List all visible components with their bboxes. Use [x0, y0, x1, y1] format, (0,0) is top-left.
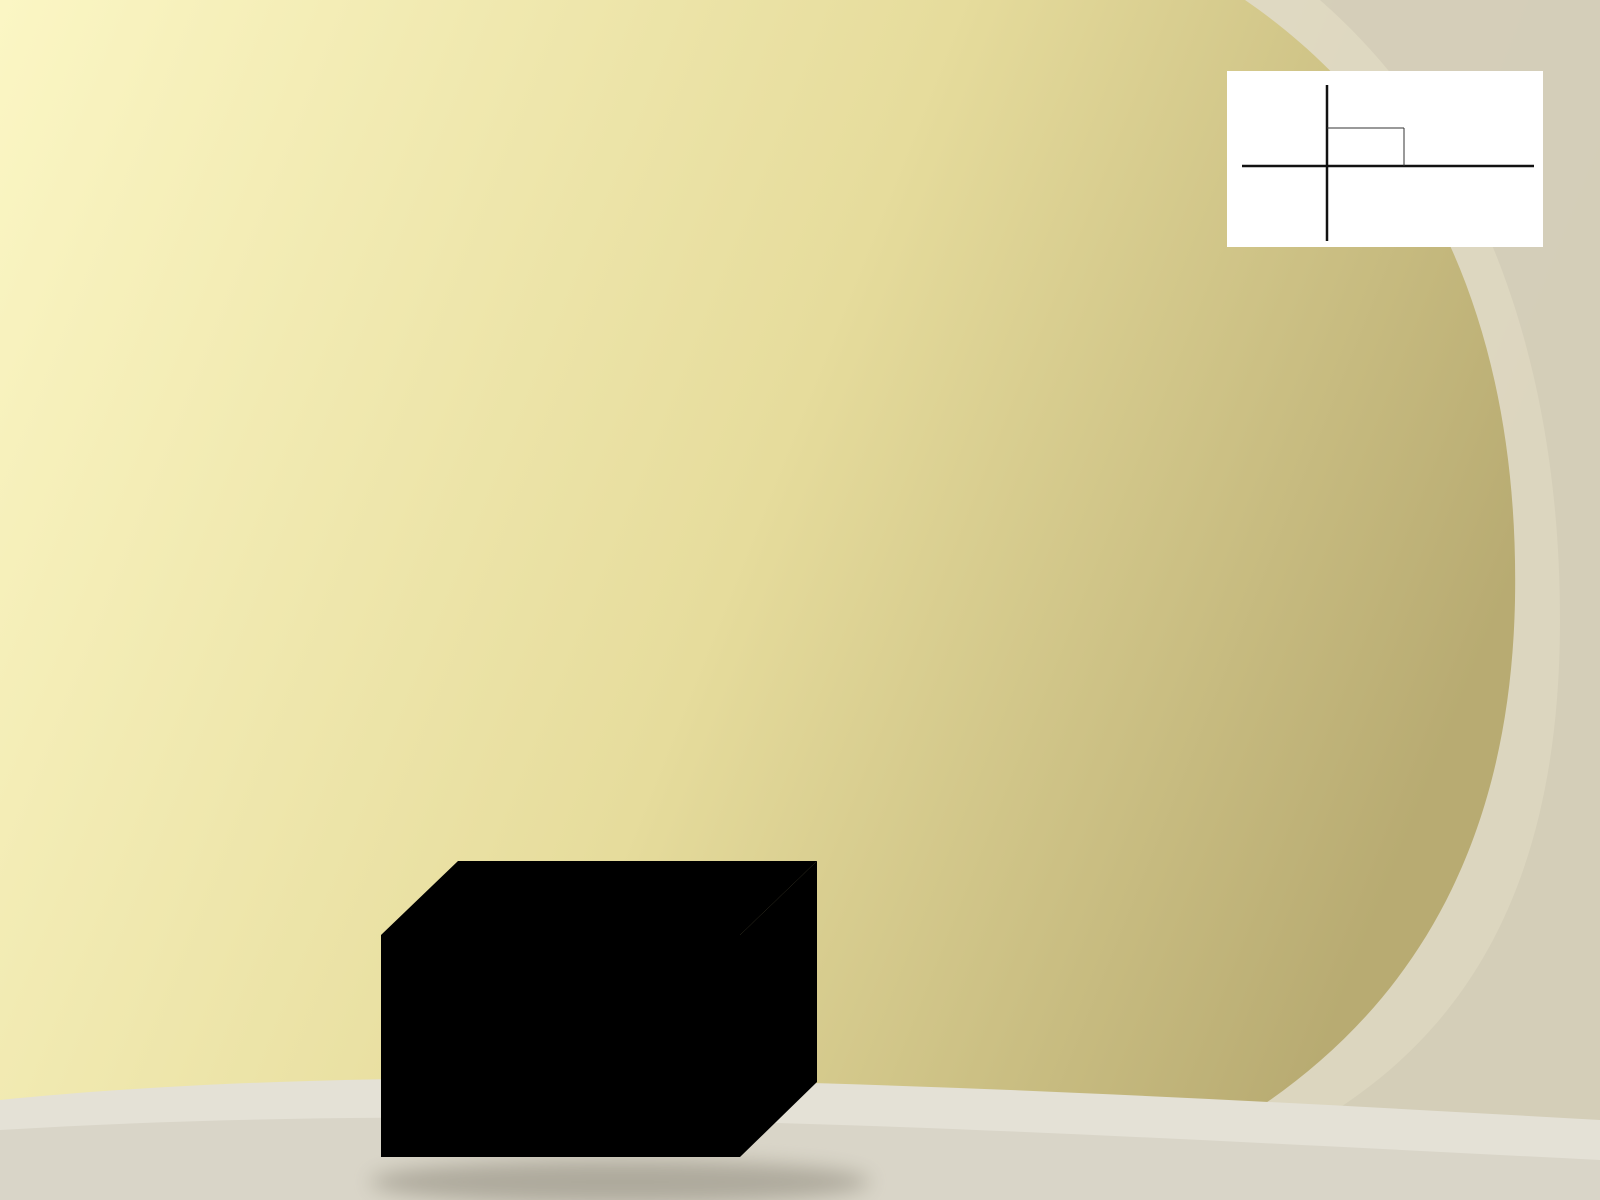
- coordinate-diagram: [1227, 71, 1543, 247]
